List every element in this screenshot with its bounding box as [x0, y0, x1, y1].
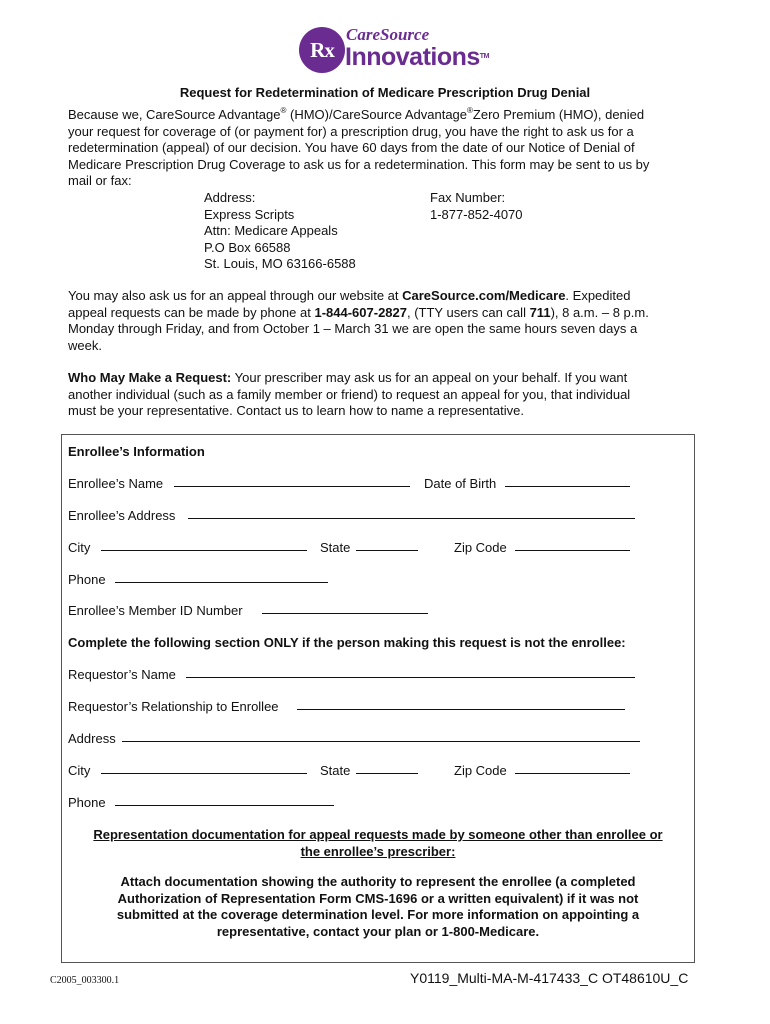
intro-line-2: your request for coverage of (or payment for) a prescription drug, you have the right to ask us for a	[68, 123, 634, 139]
page-title: Request for Redetermination of Medicare Prescription Drug Denial	[179, 85, 591, 100]
who-line-1: Who May Make a Request: Your prescriber may ask us for an appeal on your behalf. If you want	[68, 370, 628, 385]
intro-paragraph	[68, 107, 700, 190]
intro-line-4: Medicare Prescription Drug Coverage to ask us for a redetermination. This form may be sent to us by	[68, 156, 650, 172]
requestor-zip-field[interactable]	[515, 773, 630, 774]
fax-label: Fax Number:	[430, 190, 506, 205]
address-line-4: St. Louis, MO 63166-6588	[204, 256, 356, 271]
representation-heading	[61, 827, 695, 860]
requestor-phone-label: Phone	[68, 795, 106, 810]
enrollee-phone-field[interactable]	[115, 582, 328, 583]
enrollee-city-label: City	[68, 540, 91, 555]
requestor-phone-field[interactable]	[115, 805, 334, 806]
online-line-2: appeal requests can be made by phone at 1-844-607-2827, (TTY users can call 711), 8 a.m. – 8 p.m.	[68, 304, 649, 320]
attach-line-4: representative, contact your plan or 1-800-Medicare.	[216, 923, 540, 939]
enrollee-address-label: Enrollee’s Address	[68, 508, 176, 523]
enrollee-state-label: State	[320, 540, 351, 555]
requestor-zip-label: Zip Code	[454, 763, 507, 778]
online-line-4: week.	[68, 337, 102, 353]
enrollee-address-field[interactable]	[188, 518, 635, 519]
enrollee-name-field[interactable]	[174, 486, 410, 487]
attach-line-2: Authorization of Representation Form CMS-1696 or a written equivalent) if it was not	[117, 890, 639, 906]
who-line-3: must be your representative. Contact us to learn how to name a representative.	[68, 403, 524, 418]
member-id-label: Enrollee’s Member ID Number	[68, 603, 243, 618]
phone-number: 1-844-607-2827	[314, 304, 407, 320]
online-paragraph	[68, 288, 700, 354]
requestor-name-label: Requestor’s Name	[68, 667, 176, 682]
requestor-city-field[interactable]	[101, 773, 307, 774]
requestor-address-label: Address	[68, 731, 116, 746]
address-line-3: P.O Box 66588	[204, 239, 291, 255]
online-line-3: Monday through Friday, and from October 1 – March 31 we are open the same hours seven days a	[68, 321, 638, 336]
enrollee-zip-field[interactable]	[515, 550, 630, 551]
tty-number: 711	[529, 304, 551, 320]
who-heading: Who May Make a Request:	[68, 370, 232, 385]
attach-line-1: Attach documentation showing the authority to represent the enrollee (a completed	[120, 874, 636, 889]
requestor-address-field[interactable]	[122, 741, 640, 742]
attach-line-3: submitted at the coverage determination level. For more information on appointing a	[116, 907, 640, 922]
requestor-city-label: City	[68, 763, 91, 778]
requestor-name-field[interactable]	[186, 677, 635, 678]
attach-instructions	[61, 874, 695, 940]
address-line-2: Attn: Medicare Appeals	[204, 223, 338, 238]
who-paragraph	[68, 370, 700, 420]
enrollee-city-field[interactable]	[101, 550, 307, 551]
rx-logo-mark: Rx	[299, 27, 345, 73]
requestor-state-label: State	[320, 763, 351, 778]
website-link[interactable]: CareSource.com/Medicare	[402, 288, 566, 303]
who-line-2: another individual (such as a family member or friend) to request an appeal for you, that individual	[68, 386, 631, 402]
enrollee-zip-label: Zip Code	[454, 540, 507, 555]
representation-heading-line-1: Representation documentation for appeal requests made by someone other than enrollee or	[93, 827, 663, 842]
online-line-1: You may also ask us for an appeal through our website at CareSource.com/Medicare. Expedited	[68, 288, 631, 303]
logo-product-text: Innovations™	[345, 43, 489, 71]
enrollee-name-label: Enrollee’s Name	[68, 476, 164, 491]
dob-label: Date of Birth	[424, 476, 497, 491]
enrollee-phone-label: Phone	[68, 572, 106, 587]
mailing-address	[204, 190, 356, 273]
relationship-label: Requestor’s Relationship to Enrollee	[68, 699, 279, 714]
requestor-note: Complete the following section ONLY if the person making this request is not the enrollee:	[68, 635, 626, 650]
fax-number: 1-877-852-4070	[430, 206, 523, 222]
intro-line-3: redetermination (appeal) of our decision. You have 60 days from the date of our Notice of Denial of	[68, 140, 635, 155]
address-line-1: Express Scripts	[204, 206, 295, 222]
enrollee-state-field[interactable]	[356, 550, 418, 551]
intro-line-5: mail or fax:	[68, 173, 132, 188]
footer-form-code: C2005_003300.1	[50, 975, 120, 986]
caresource-logo	[299, 24, 489, 76]
dob-field[interactable]	[505, 486, 630, 487]
enrollee-section-title: Enrollee’s Information	[68, 444, 205, 459]
relationship-field[interactable]	[297, 709, 625, 710]
representation-heading-line-2: the enrollee’s prescriber:	[300, 843, 456, 859]
logo-brand-text: CareSource	[346, 25, 430, 44]
intro-line-1: Because we, CareSource Advantage® (HMO)/CareSource Advantage®Zero Premium (HMO), denied	[68, 106, 645, 122]
member-id-field[interactable]	[262, 613, 428, 614]
footer-document-id: Y0119_Multi-MA-M-417433_C OT48610U_C	[410, 970, 689, 986]
address-label: Address:	[204, 190, 256, 205]
requestor-state-field[interactable]	[356, 773, 418, 774]
fax-block	[430, 190, 523, 223]
